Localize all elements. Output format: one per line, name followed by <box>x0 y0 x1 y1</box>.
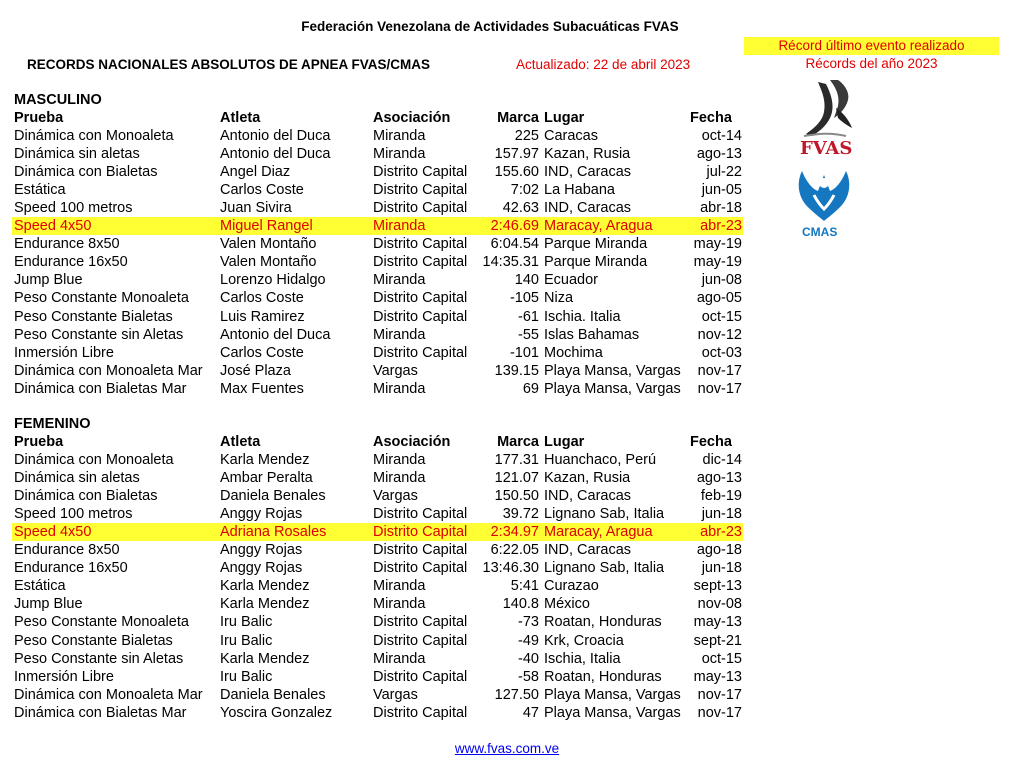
cell-atleta: Lorenzo Hidalgo <box>220 272 326 289</box>
cell-lugar: IND, Caracas <box>544 200 632 217</box>
cell-atleta: Daniela Benales <box>220 686 326 703</box>
cell-asociacion: Miranda <box>373 596 426 613</box>
section-title-femenino: FEMENINO <box>14 416 91 432</box>
cell-lugar: Mochima <box>544 344 603 361</box>
legend-last-event: Récord último evento realizado <box>744 37 999 55</box>
cell-fecha: nov-17 <box>697 362 742 379</box>
table-row <box>0 271 760 289</box>
cell-atleta: Karla Mendez <box>220 596 310 613</box>
cell-marca: 2:46.69 <box>490 218 539 235</box>
cell-atleta: Daniela Benales <box>220 488 326 505</box>
cell-marca: 6:22.05 <box>490 542 539 559</box>
cell-lugar: Ecuador <box>544 272 599 289</box>
cell-fecha: may-13 <box>693 668 742 685</box>
table-row <box>0 380 760 398</box>
cell-fecha: nov-12 <box>697 326 742 343</box>
cell-lugar: Lignano Sab, Italia <box>544 506 665 523</box>
cmas-emblem-icon <box>792 165 856 223</box>
cell-prueba: Peso Constante Monoaleta <box>14 290 189 307</box>
cell-lugar: Curazao <box>544 578 599 595</box>
cell-fecha: abr-23 <box>700 524 742 541</box>
cell-atleta: Miguel Rangel <box>220 218 313 235</box>
cell-lugar: Roatan, Honduras <box>544 614 662 631</box>
cell-prueba: Speed 4x50 <box>14 218 92 235</box>
table-row <box>0 559 760 577</box>
cell-asociacion: Distrito Capital <box>373 506 468 523</box>
cell-prueba: Dinámica sin aletas <box>14 146 140 163</box>
cell-prueba: Peso Constante Bialetas <box>14 308 173 325</box>
cell-prueba: Peso Constante Monoaleta <box>14 614 189 631</box>
cell-prueba: Dinámica con Bialetas <box>14 488 158 505</box>
table-row <box>0 686 760 704</box>
cell-lugar: Ischia, Italia <box>544 650 621 667</box>
cell-lugar: Niza <box>544 290 574 307</box>
table-row <box>0 487 760 505</box>
cell-marca: 127.50 <box>494 686 539 703</box>
cell-atleta: Anggy Rojas <box>220 506 303 523</box>
table-row <box>0 127 760 145</box>
col-header-fecha: Fecha <box>690 434 732 450</box>
cell-asociacion: Distrito Capital <box>373 308 468 325</box>
cell-atleta: José Plaza <box>220 362 291 379</box>
table-row <box>0 289 760 307</box>
col-header-atleta: Atleta <box>220 434 261 450</box>
cell-asociacion: Distrito Capital <box>373 290 468 307</box>
cell-fecha: may-19 <box>693 236 742 253</box>
updated-date: Actualizado: 22 de abril 2023 <box>516 57 691 72</box>
table-row <box>0 163 760 181</box>
table-row <box>0 362 760 380</box>
cell-asociacion: Distrito Capital <box>373 560 468 577</box>
cell-prueba: Peso Constante sin Aletas <box>14 650 184 667</box>
cell-asociacion: Miranda <box>373 470 426 487</box>
cell-fecha: ago-13 <box>696 146 742 163</box>
section-title-masculino: MASCULINO <box>14 92 102 108</box>
cell-lugar: Krk, Croacia <box>544 632 624 649</box>
cell-asociacion: Miranda <box>373 326 426 343</box>
cell-lugar: Kazan, Rusia <box>544 146 631 163</box>
col-header-atleta: Atleta <box>220 110 261 126</box>
cell-fecha: dic-14 <box>702 452 742 468</box>
cell-asociacion: Distrito Capital <box>373 164 468 181</box>
table-row <box>0 577 760 595</box>
cell-prueba: Speed 4x50 <box>14 524 92 541</box>
cell-lugar: Islas Bahamas <box>544 326 640 343</box>
table-row <box>0 632 760 650</box>
cell-asociacion: Distrito Capital <box>373 254 468 271</box>
col-header-lugar: Lugar <box>544 110 585 126</box>
cell-asociacion: Distrito Capital <box>373 704 468 721</box>
table-row-highlighted <box>12 217 743 235</box>
cell-prueba: Estática <box>14 578 66 595</box>
cell-marca: 157.97 <box>494 146 539 163</box>
cell-lugar: Caracas <box>544 128 598 144</box>
table-row <box>0 344 760 362</box>
col-header-marca: Marca <box>497 434 539 450</box>
cell-lugar: Huanchaco, Perú <box>544 452 657 468</box>
col-header-prueba: Prueba <box>14 110 64 126</box>
cell-fecha: may-13 <box>693 614 742 631</box>
cell-atleta: Karla Mendez <box>220 578 310 595</box>
cell-prueba: Speed 100 metros <box>14 200 133 217</box>
table-row <box>0 181 760 199</box>
cell-asociacion: Miranda <box>373 272 426 289</box>
cell-asociacion: Distrito Capital <box>373 236 468 253</box>
cell-marca: -101 <box>509 344 539 361</box>
cell-fecha: nov-17 <box>697 686 742 703</box>
cell-prueba: Endurance 16x50 <box>14 560 128 577</box>
cell-fecha: nov-17 <box>697 704 742 721</box>
cell-atleta: Iru Balic <box>220 614 273 631</box>
cell-marca: 6:04.54 <box>490 236 539 253</box>
cell-lugar: Roatan, Honduras <box>544 668 662 685</box>
cell-atleta: Max Fuentes <box>220 380 304 397</box>
cell-lugar: Playa Mansa, Vargas <box>544 686 681 703</box>
cell-asociacion: Distrito Capital <box>373 542 468 559</box>
cell-atleta: Yoscira Gonzalez <box>220 704 333 721</box>
cell-asociacion: Distrito Capital <box>373 668 468 685</box>
cell-marca: 225 <box>514 128 539 144</box>
table-row <box>0 650 760 668</box>
cell-asociacion: Distrito Capital <box>373 200 468 217</box>
cell-prueba: Dinámica con Bialetas <box>14 164 158 181</box>
cell-fecha: jun-05 <box>701 182 742 199</box>
fvas-logo <box>796 78 860 160</box>
cell-fecha: oct-03 <box>701 344 742 361</box>
table-row <box>0 505 760 523</box>
cell-asociacion: Miranda <box>373 128 426 144</box>
cell-lugar: México <box>544 596 590 613</box>
cell-atleta: Karla Mendez <box>220 452 310 468</box>
cell-prueba: Dinámica con Bialetas Mar <box>14 380 187 397</box>
cell-asociacion: Distrito Capital <box>373 614 468 631</box>
cell-atleta: Antonio del Duca <box>220 128 331 144</box>
cell-prueba: Dinámica con Monoaleta <box>14 128 174 144</box>
cell-fecha: oct-15 <box>701 308 742 325</box>
col-header-prueba: Prueba <box>14 434 64 450</box>
cell-fecha: ago-18 <box>696 542 742 559</box>
table-row <box>0 308 760 326</box>
cell-prueba: Dinámica con Monoaleta <box>14 452 174 468</box>
cell-fecha: jun-08 <box>701 272 742 289</box>
cell-marca: 5:41 <box>510 578 539 595</box>
cell-fecha: jun-18 <box>701 560 742 577</box>
cell-atleta: Carlos Coste <box>220 290 304 307</box>
document-title: Federación Venezolana de Actividades Subacuáticas FVAS <box>301 19 679 34</box>
cell-fecha: abr-18 <box>700 200 742 217</box>
cell-atleta: Anggy Rojas <box>220 542 303 559</box>
col-header-fecha: Fecha <box>690 110 732 126</box>
cell-lugar: Playa Mansa, Vargas <box>544 380 681 397</box>
cell-lugar: IND, Caracas <box>544 488 632 505</box>
cell-fecha: nov-17 <box>697 380 742 397</box>
table-row <box>0 145 760 163</box>
cell-marca: 47 <box>522 704 539 721</box>
cell-marca: 140 <box>514 272 539 289</box>
cell-lugar: Parque Miranda <box>544 236 648 253</box>
table-row <box>0 668 760 686</box>
cell-marca: -73 <box>518 614 539 631</box>
col-header-marca: Marca <box>497 110 539 126</box>
cell-atleta: Carlos Coste <box>220 344 304 361</box>
cell-atleta: Iru Balic <box>220 668 273 685</box>
cell-asociacion: Distrito Capital <box>373 632 468 649</box>
cell-asociacion: Miranda <box>373 650 426 667</box>
cell-marca: 7:02 <box>510 182 539 199</box>
cell-fecha: feb-19 <box>700 488 742 505</box>
cell-fecha: oct-14 <box>701 128 742 144</box>
cell-lugar: La Habana <box>544 182 615 199</box>
cell-fecha: abr-23 <box>700 218 742 235</box>
cell-prueba: Speed 100 metros <box>14 506 133 523</box>
table-row <box>0 613 760 631</box>
cell-lugar: Kazan, Rusia <box>544 470 631 487</box>
cell-marca: -55 <box>518 326 539 343</box>
cell-marca: 150.50 <box>494 488 539 505</box>
cell-marca: 14:35.31 <box>482 254 539 271</box>
cell-atleta: Luis Ramirez <box>220 308 305 325</box>
cell-marca: -58 <box>518 668 539 685</box>
col-header-asociacion: Asociación <box>373 110 451 126</box>
cell-fecha: nov-08 <box>697 596 742 613</box>
cell-fecha: ago-13 <box>696 470 742 487</box>
cell-marca: 69 <box>522 380 539 397</box>
cell-atleta: Karla Mendez <box>220 650 310 667</box>
cell-asociacion: Distrito Capital <box>373 182 468 199</box>
cell-marca: 177.31 <box>494 452 539 468</box>
cell-prueba: Dinámica con Monoaleta Mar <box>14 686 203 703</box>
cell-lugar: Parque Miranda <box>544 254 648 271</box>
cell-marca: 13:46.30 <box>482 560 539 577</box>
cell-prueba: Inmersión Libre <box>14 668 114 685</box>
cell-atleta: Ambar Peralta <box>220 470 313 487</box>
table-row <box>0 595 760 613</box>
cmas-logo-text: CMAS <box>802 225 838 239</box>
cell-asociacion: Miranda <box>373 380 426 397</box>
cell-fecha: jul-22 <box>706 164 742 181</box>
table-row <box>0 235 760 253</box>
table-row-highlighted <box>12 523 743 541</box>
cell-marca: -40 <box>518 650 539 667</box>
cell-prueba: Inmersión Libre <box>14 344 114 361</box>
cell-prueba: Jump Blue <box>14 272 83 289</box>
cell-atleta: Antonio del Duca <box>220 146 331 163</box>
cell-lugar: Maracay, Aragua <box>544 524 653 541</box>
table-row <box>0 704 760 722</box>
table-header-masculino <box>0 109 760 127</box>
cell-marca: -49 <box>518 632 539 649</box>
cell-fecha: jun-18 <box>701 506 742 523</box>
website-link[interactable]: www.fvas.com.ve <box>454 741 560 756</box>
cell-marca: 2:34.97 <box>490 524 539 541</box>
cell-prueba: Endurance 8x50 <box>14 542 120 559</box>
cell-marca: -61 <box>518 308 539 325</box>
table-row <box>0 326 760 344</box>
cell-atleta: Iru Balic <box>220 632 273 649</box>
cell-atleta: Antonio del Duca <box>220 326 331 343</box>
cell-marca: 121.07 <box>494 470 539 487</box>
cell-marca: -105 <box>509 290 539 307</box>
col-header-asociacion: Asociación <box>373 434 451 450</box>
cell-fecha: sept-13 <box>693 578 742 595</box>
diver-silhouette-icon <box>796 78 860 140</box>
table-row <box>0 451 760 469</box>
cell-asociacion: Miranda <box>373 452 426 468</box>
cell-marca: 139.15 <box>494 362 539 379</box>
cell-asociacion: Miranda <box>373 218 426 235</box>
cell-atleta: Anggy Rojas <box>220 560 303 577</box>
cell-lugar: IND, Caracas <box>544 164 632 181</box>
cell-prueba: Dinámica con Monoaleta Mar <box>14 362 203 379</box>
cell-atleta: Carlos Coste <box>220 182 304 199</box>
cell-lugar: IND, Caracas <box>544 542 632 559</box>
cell-atleta: Juan Sivira <box>220 200 292 217</box>
cell-marca: 42.63 <box>502 200 539 217</box>
cell-asociacion: Vargas <box>373 362 418 379</box>
fvas-logo-text: FVAS <box>800 138 853 159</box>
table-header-femenino <box>0 433 760 451</box>
cell-fecha: oct-15 <box>701 650 742 667</box>
cell-prueba: Endurance 16x50 <box>14 254 128 271</box>
cell-lugar: Lignano Sab, Italia <box>544 560 665 577</box>
cmas-logo <box>792 165 858 241</box>
table-row <box>0 469 760 487</box>
cell-marca: 140.8 <box>502 596 539 613</box>
cell-prueba: Estática <box>14 182 66 199</box>
cell-atleta: Valen Montaño <box>220 254 317 271</box>
cell-fecha: ago-05 <box>696 290 742 307</box>
document-subtitle: RECORDS NACIONALES ABSOLUTOS DE APNEA FVAS/CMAS <box>27 57 431 72</box>
cell-prueba: Dinámica sin aletas <box>14 470 140 487</box>
cell-atleta: Adriana Rosales <box>220 524 327 541</box>
cell-marca: 39.72 <box>502 506 539 523</box>
cell-prueba: Jump Blue <box>14 596 83 613</box>
cell-prueba: Endurance 8x50 <box>14 236 120 253</box>
legend-year: Récords del año 2023 <box>805 56 938 71</box>
table-row <box>0 199 760 217</box>
cell-fecha: sept-21 <box>693 632 742 649</box>
cell-lugar: Ischia. Italia <box>544 308 621 325</box>
cell-asociacion: Distrito Capital <box>373 344 468 361</box>
cell-asociacion: Distrito Capital <box>373 524 468 541</box>
cell-lugar: Maracay, Aragua <box>544 218 653 235</box>
cell-fecha: may-19 <box>693 254 742 271</box>
col-header-lugar: Lugar <box>544 434 585 450</box>
cell-prueba: Dinámica con Bialetas Mar <box>14 704 187 721</box>
cell-prueba: Peso Constante sin Aletas <box>14 326 184 343</box>
cell-asociacion: Vargas <box>373 686 418 703</box>
cell-lugar: Playa Mansa, Vargas <box>544 704 681 721</box>
cell-atleta: Angel Diaz <box>220 164 291 181</box>
cell-prueba: Peso Constante Bialetas <box>14 632 173 649</box>
cell-marca: 155.60 <box>494 164 539 181</box>
table-row <box>0 253 760 271</box>
table-row <box>0 541 760 559</box>
cell-asociacion: Vargas <box>373 488 418 505</box>
cell-atleta: Valen Montaño <box>220 236 317 253</box>
cell-lugar: Playa Mansa, Vargas <box>544 362 681 379</box>
cell-asociacion: Miranda <box>373 578 426 595</box>
cell-asociacion: Miranda <box>373 146 426 163</box>
